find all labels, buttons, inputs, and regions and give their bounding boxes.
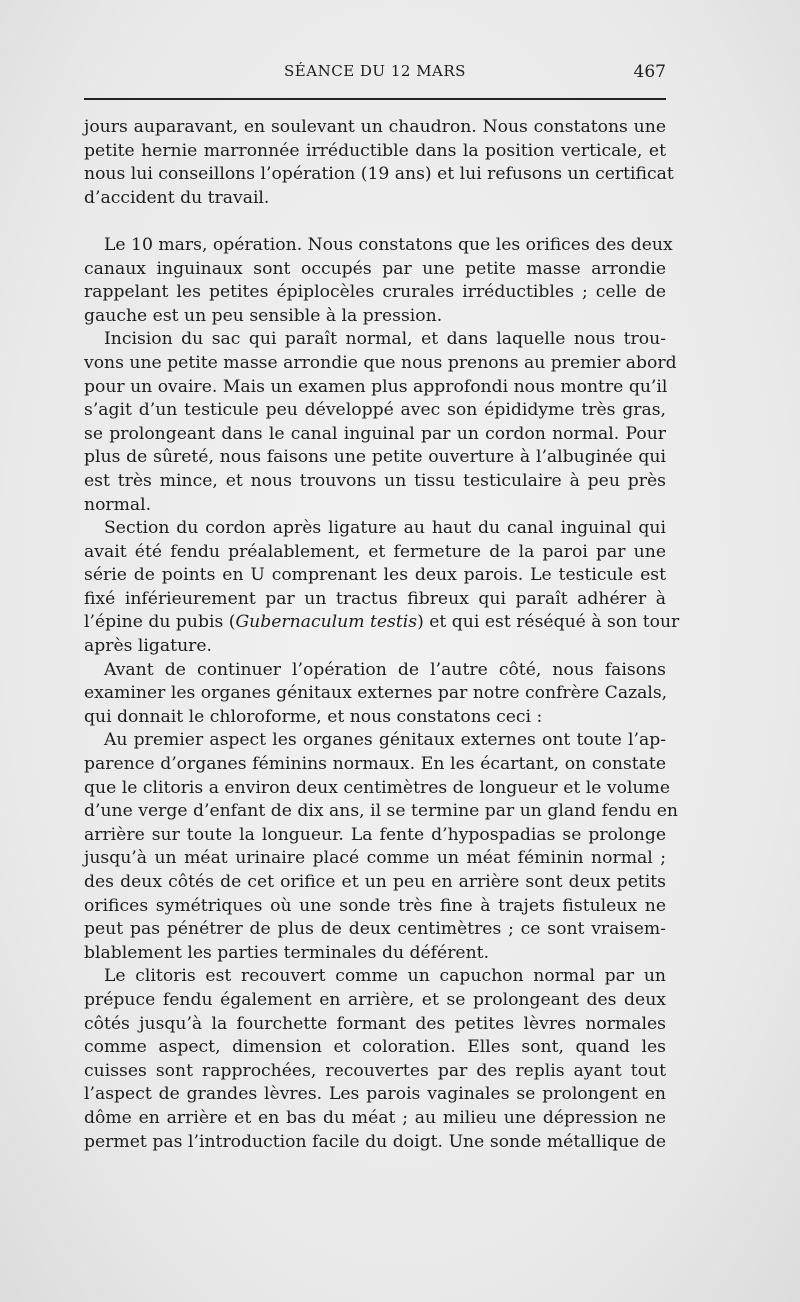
text-line <box>84 611 680 635</box>
text-line: peut pas pénétrer de plus de deux centimètres ; ce sont vraisem- <box>84 919 666 940</box>
paragraph-gap <box>84 210 666 234</box>
text-line: parence d’organes féminins normaux. En les écartant, on constate <box>84 754 666 775</box>
text-segment: l’épine du pubis ( <box>84 612 236 633</box>
text-line: Le 10 mars, opération. Nous constatons que les orifices des deux <box>104 234 673 255</box>
text-line: Au premier aspect les organes génitaux externes ont toute l’ap- <box>104 730 666 751</box>
text-line: que le clitoris a environ deux centimètres de longueur et le volume <box>84 777 670 798</box>
text-line: Avant de continuer l’opération de l’autre côté, nous faisons <box>104 659 666 680</box>
text-line: blablement les parties terminales du déférent. <box>84 942 490 963</box>
text-line: vons une petite masse arrondie que nous prenons au premier abord <box>84 352 677 373</box>
text-line: plus de sûreté, nous faisons une petite ouverture à l’albuginée qui <box>84 447 666 468</box>
text-line: orifices symétriques où une sonde très fine à trajets fistuleux ne <box>84 895 666 916</box>
header-rule <box>84 98 666 100</box>
text-line: nous lui conseillons l’opération (19 ans) et lui refusons un certificat <box>84 164 674 185</box>
text-line: d’accident du travail. <box>84 187 270 208</box>
text-line: d’une verge d’enfant de dix ans, il se termine par un gland fendu en <box>84 801 678 822</box>
body-text <box>84 116 680 1154</box>
running-title: SÉANCE DU 12 MARS <box>284 62 466 80</box>
italic-term: Gubernaculum testis <box>235 612 418 633</box>
text-line: fixé inférieurement par un tractus fibreux qui paraît adhérer à <box>84 588 666 609</box>
text-line: cuisses sont rapprochées, recouvertes par des replis ayant tout <box>84 1060 666 1081</box>
text-line: comme aspect, dimension et coloration. Elles sont, quand les <box>84 1037 666 1058</box>
page-number: 467 <box>633 62 666 82</box>
text-line: jusqu’à un méat urinaire placé comme un méat féminin normal ; <box>84 848 666 869</box>
text-line: pour un ovaire. Mais un examen plus approfondi nous montre qu’il <box>84 376 668 397</box>
text-line: des deux côtés de cet orifice et un peu en arrière sont deux petits <box>84 872 666 892</box>
text-line: examiner les organes génitaux externes par notre confrère Cazals, <box>84 683 668 704</box>
text-line: permet pas l’introduction facile du doigt. Une sonde métallique de <box>84 1131 666 1152</box>
text-line: arrière sur toute la longueur. La fente d’hypospadias se prolonge <box>84 824 666 845</box>
text-line: Le clitoris est recouvert comme un capuchon normal par un <box>104 966 666 987</box>
text-segment: ) et qui est réséqué à son tour <box>417 612 680 633</box>
text-line: Incision du sac qui paraît normal, et dans laquelle nous trou- <box>104 329 666 350</box>
text-line: se prolongeant dans le canal inguinal par un cordon normal. Pour <box>84 423 666 444</box>
text-line: série de points en U comprenant les deux parois. Le testicule est <box>84 565 666 586</box>
text-line: l’aspect de grandes lèvres. Les parois vaginales se prolongent en <box>84 1084 666 1105</box>
text-line: avait été fendu préalablement, et fermeture de la paroi par une <box>84 541 666 562</box>
text-line: dôme en arrière et en bas du méat ; au milieu une dépression ne <box>84 1107 666 1128</box>
text-line: qui donnait le chloroforme, et nous constatons ceci : <box>84 706 543 727</box>
text-line: petite hernie marronnée irréductible dans la position verticale, et <box>84 140 666 161</box>
text-line: gauche est un peu sensible à la pression. <box>84 305 443 326</box>
text-line: Section du cordon après ligature au haut du canal inguinal qui <box>104 518 666 539</box>
text-line: jours auparavant, en soulevant un chaudron. Nous constatons une <box>84 117 666 137</box>
text-line: canaux inguinaux sont occupés par une petite masse arrondie <box>84 258 666 279</box>
text-line: rappelant les petites épiplocèles crurales irréductibles ; celle de <box>84 282 666 303</box>
text-line: normal. <box>84 494 152 515</box>
text-line: prépuce fendu également en arrière, et se prolongeant des deux <box>84 989 666 1010</box>
text-line: s’agit d’un testicule peu développé avec son épididyme très gras, <box>84 400 666 421</box>
text-line: après ligature. <box>84 636 212 657</box>
running-header <box>84 62 666 84</box>
text-line: côtés jusqu’à la fourchette formant des petites lèvres normales <box>84 1013 666 1034</box>
text-line: est très mince, et nous trouvons un tissu testiculaire à peu près <box>84 470 666 491</box>
